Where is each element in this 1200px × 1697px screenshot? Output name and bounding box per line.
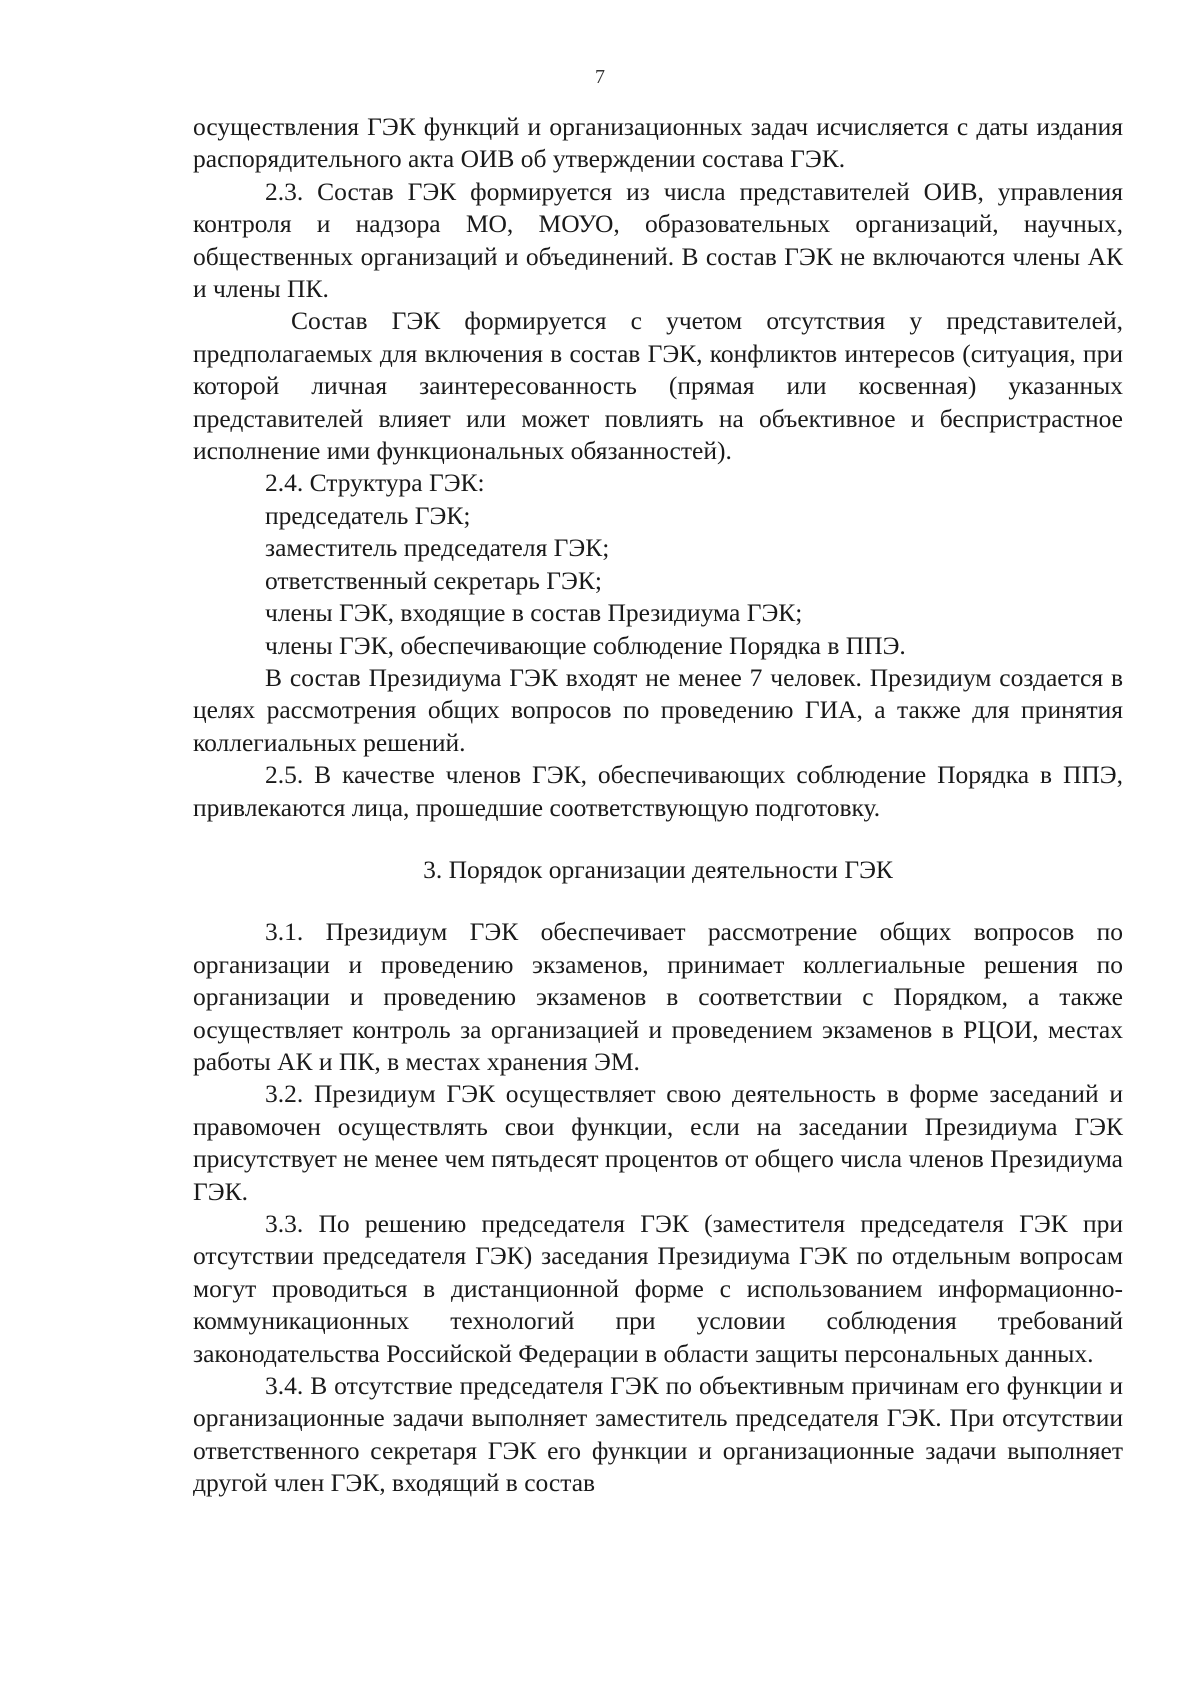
page-number: 7 (595, 66, 605, 88)
structure-item-deputy-chairman: заместитель председателя ГЭК; (265, 533, 610, 563)
paragraph-presidium-composition: В состав Президиума ГЭК входят не менее 7 человек. Президиум создается в целях рассмотрения общих вопросов по проведению ГИА, а также для принятия коллегиальных решений. (193, 662, 1123, 757)
paragraph-2-3: 2.3. Состав ГЭК формируется из числа представителей ОИВ, управления контроля и надзора МО, МОУО, образовательных организаций, научных, общественных организаций и объединений. В состав ГЭК не включаются члены АК и члены ПК. (193, 176, 1123, 304)
section-3-heading: 3. Порядок организации деятельности ГЭК (423, 854, 893, 884)
structure-item-presidium-members: члены ГЭК, входящие в состав Президиума ГЭК; (265, 598, 803, 628)
structure-item-chairman: председатель ГЭК; (265, 500, 471, 530)
paragraph-3-3: 3.3. По решению председателя ГЭК (заместителя председателя ГЭК при отсутствии председателя ГЭК) заседания Президиума ГЭК по отдельным вопросам могут проводиться в дистанционной форме с использованием информационно-коммуникационных технологий при условии соблюдения требований законодательства Российской Федерации в области защиты персональных данных. (193, 1209, 1123, 1368)
paragraph-3-2: 3.2. Президиум ГЭК осуществляет свою деятельность в форме заседаний и правомочен осуществлять свои функции, если на заседании Президиума ГЭК присутствует не менее чем пятьдесят процентов от общего числа членов Президиума ГЭК. (193, 1079, 1123, 1206)
structure-heading: 2.4. Структура ГЭК: (265, 468, 485, 498)
paragraph-3-4: 3.4. В отсутствие председателя ГЭК по объективным причинам его функции и организационные задачи выполняет заместитель председателя ГЭК. При отсутствии ответственного секретаря ГЭК его функции и организационные задачи выполняет другой член ГЭК, входящий в состав (193, 1371, 1123, 1498)
structure-item-ppe-members: члены ГЭК, обеспечивающие соблюдение Порядка в ППЭ. (265, 630, 906, 660)
paragraph-2-5: 2.5. В качестве членов ГЭК, обеспечивающих соблюдение Порядка в ППЭ, привлекаются лица, прошедшие соответствующую подготовку. (193, 760, 1123, 822)
paragraph-3-1: 3.1. Президиум ГЭК обеспечивает рассмотрение общих вопросов по организации и проведению экзаменов, принимает коллегиальные решения по организации и проведению экзаменов в соответствии с Порядком, а также осуществляет контроль за организацией и проведением экзаменов в РЦОИ, местах работы АК и ПК, в местах хранения ЭМ. (193, 917, 1123, 1076)
document-body (193, 111, 1123, 1500)
paragraph-2-3-conflict-of-interest: Состав ГЭК формируется с учетом отсутствия у представителей, предполагаемых для включения в состав ГЭК, конфликтов интересов (ситуация, при которой личная заинтересованность (прямая или косвенная) указанных представителей влияет или может повлиять на объективное и беспристрастное исполнение ими функциональных обязанностей). (193, 306, 1123, 466)
structure-item-secretary: ответственный секретарь ГЭК; (265, 565, 602, 595)
paragraph-continuation: осуществления ГЭК функций и организационных задач исчисляется с даты издания распорядительного акта ОИВ об утверждении состава ГЭК. (193, 112, 1123, 174)
